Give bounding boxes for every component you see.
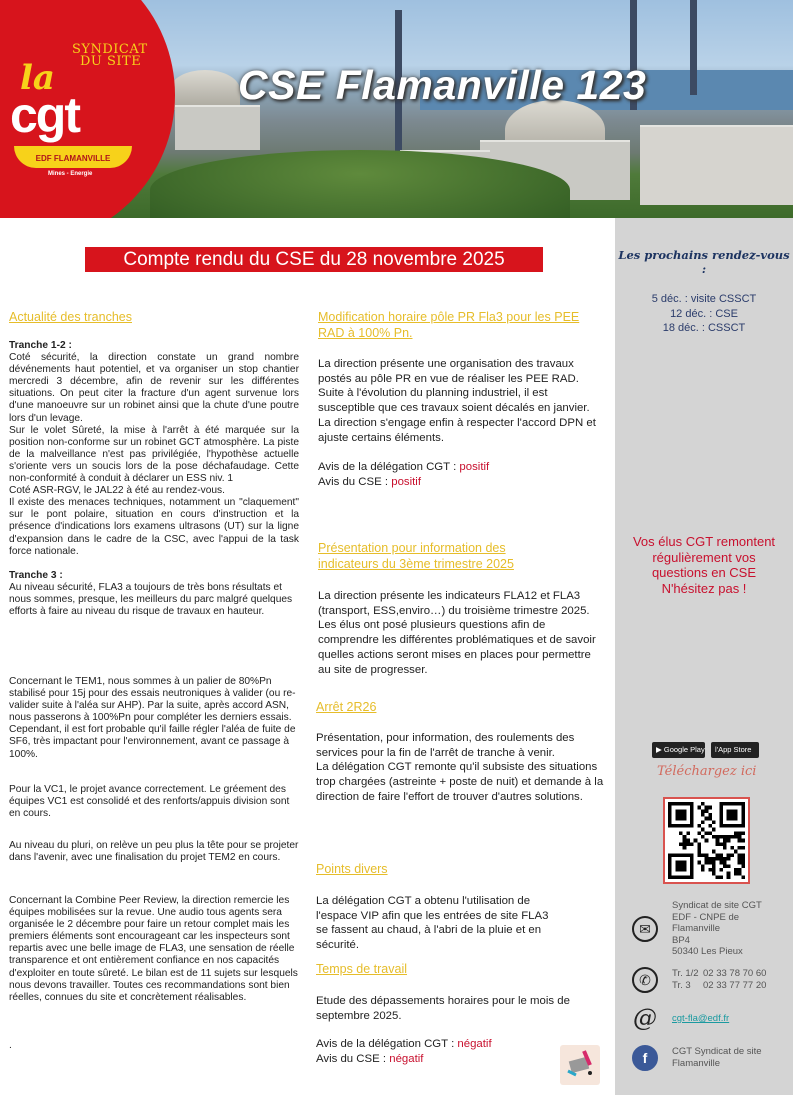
phone-row: Tr. 3 02 33 77 77 20 [672,979,767,991]
elus-line: régulièrement vos [652,549,756,565]
app-store-button[interactable]: l'App Store [711,742,759,758]
stray-dot: . [9,1040,12,1051]
mail-icon: ✉ [632,916,658,942]
section-pole-pr [318,309,603,490]
section-body: La direction présente les indicateurs FLA12 et FLA3 (transport, ESS,enviro…) du troisième trimestre 2025. Les élus ont posé plusieurs questions afin de comprendre les différentes problématiques et de savoir quelles actions seront mises en places pour permettre au site de progresser. [318,590,596,676]
section-heading: Présentation pour information des indicateurs du 3ème trimestre 2025 [318,541,514,571]
section-heading: Points divers [316,862,388,876]
address-line: 50340 Les Pieux [672,946,743,957]
section-body: Suite à l'évolution du planning industriel, il est susceptible que ces travaux soient décalés en janvier. [318,387,590,415]
rdv-item: 5 déc. : visite CSSCT [651,293,757,305]
section-heading: Temps de travail [316,962,408,976]
rdv-title: Les prochains rendez-vous : [618,248,790,276]
elus-line: questions en CSE [651,565,757,580]
google-play-button[interactable]: ▶ Google Play [652,742,705,758]
section-body: La délégation CGT a obtenu l'utilisation de l'espace VIP afin que les entrées de site FLA3 se fassent au chaud, à l'abri de la pluie et en sécurité. [316,895,549,952]
tranche12-asr: Coté ASR-RGV, le JAL22 à été au rendez-vous. [9,485,225,497]
facebook-line: Flamanville [672,1057,721,1069]
tranche3-label: Tranche 3 : [9,569,63,581]
rdv-item: 18 déc. : CSSCT [662,322,746,334]
avis-cse: Avis du CSE : négatif [316,1053,424,1066]
avis-cse: Avis du CSE : positif [318,475,421,488]
left-column [9,309,299,618]
qr-code[interactable] [663,797,750,884]
sticker-illustration [560,1045,600,1085]
phone-row: Tr. 1/2 02 33 78 70 60 [672,968,767,979]
sidebar [615,218,793,1095]
report-banner: Compte rendu du CSE du 28 novembre 2025 [85,247,543,272]
address-line: Syndicat de site CGT [672,900,762,911]
logo-boat: EDF FLAMANVILLE [14,146,132,168]
building [640,125,793,205]
elus-message [615,534,793,596]
avis-value: négatif [389,1053,424,1066]
section-body: Etude des dépassements horaires pour le mois de septembre 2025. [316,995,570,1022]
pluri-paragraph: Au niveau du pluri, on relève un peu plus la tête pour se projeter dans l'avenir, avec une finalisation du projet TEM2 en cours. [9,840,299,864]
tranche12-body: Coté sécurité, la direction constate un grand nombre dévénements haut potentiel, et va organiser un stop chantier mercredi 3 décembre, afin de revenir sur les différentes situations. On peut citer la fracture d'un agent survenue lors d'une manoeuvre sur un robinet ainsi que la chute d'une poutre lors d'un levage. [9,352,299,424]
section-points-divers [316,861,551,953]
logo-cgt: cgt [10,87,79,143]
elus-line: N'hésitez pas ! [661,580,747,596]
combine-paragraph: Concernant la Combine Peer Review, la direction remercie les équipes mobilisées sur la revue. Une audio tous agents sera organisée le 2 décembre pour faire un retour complet mais les premiers éléments sont encourageant car les inspecteurs sont repartis avec une belle image de FLA3, une sensation de réelle transparence et ont entièrement confiance en nos capacités d'exploiter en toute sûreté. Le bilan est de 11 sujets sur lesquels nous devons travailler. Toutes ces recommandations sont bien réelles, connues du site et concrètement réalisables. [9,895,298,1003]
phone-numbers [672,968,766,991]
postal-address [672,900,762,958]
tranche12-menaces: Il existe des menaces techniques, notamment un "claquement" sur le pont polaire, situation en cours d'instruction et la présence d'indications lors examens ultrasons (UT) sur la ligne d'expansion dans le cadre de la CSC, avec l'appui de la task force nationale. [9,497,299,557]
avis-cgt: Avis de la délégation CGT : positif [318,461,490,474]
download-label: Téléchargez ici [657,764,757,779]
avis-value: négatif [457,1038,492,1051]
section-body: La direction s'engage enfin à respecter l'accord DPN et ajuste certains éléments. [318,416,596,444]
section-body: La délégation CGT remonte qu'il subsiste des situations trop chargées (astreinte + poste de nuit) et demande à la direction de faire l'effort de trouver d'autres solutions. [316,761,604,803]
tem1-paragraph: Concernant le TEM1, nous sommes à un palier de 80%Pn stabilisé pour 15j pour des essais neutroniques à valider (ou re-valider suite à l'aléa sur AHP). Par la suite, après accord ASN, nous passerons à 100%Pn pour compléter les derniers essais. Cependant, il est fort probable qu'il faille régler l'aléa de fuite de SF6, très impactant pour l'environnement, avant ce passage à 100%. [9,676,296,760]
avis-value: positif [391,475,421,488]
logo-la: la [20,58,55,98]
tranche12-surete: Sur le volet Sûreté, la mise à l'arrêt à été marquée sur la position non-conforme sur un robinet GCT atmosphère. La piste de la malveillance n'est pas privilégiée, l'hypothèse actuelle s'oriente vers un soucis lors de la pose déchafaudage. Cette non-conformité à conduit à déclarer un ESS niv. 1 [9,424,299,485]
logo-syndicat: SYNDICAT DU SITE [72,42,148,69]
rdv-list [615,292,793,336]
facebook-page[interactable] [672,1046,762,1069]
header-banner [0,0,793,218]
chimney [690,0,697,95]
vc1-paragraph: Pour la VC1, le projet avance correctement. Le gréement des équipes VC1 est consolidé et des renforts/appuis division sont en cours. [9,784,290,820]
address-line: Flamanville [672,923,721,934]
rdv-item: 12 déc. : CSE [670,307,738,320]
avis-cgt: Avis de la délégation CGT : négatif [316,1038,492,1051]
avis-value: positif [459,461,490,474]
section-body: Présentation, pour information, des roulements des services pour la fin de l'arrêt de tranche à venir. [316,732,575,759]
section-arret [316,699,604,805]
section-heading: Actualité des tranches [9,310,132,324]
building [175,105,260,150]
logo-tagline: Mines - Energie [48,171,93,177]
section-heading: Modification horaire pôle PR Fla3 pour les PEE RAD à 100% Pn. [318,310,580,340]
elus-line: Vos élus CGT remontent [632,534,776,549]
reactor-dome [170,70,240,110]
facebook-icon[interactable]: f [632,1045,658,1071]
section-indicateurs [318,540,603,677]
cgt-logo [0,0,180,200]
tranche12-label: Tranche 1-2 : [9,340,72,351]
phone-icon: ✆ [632,967,658,993]
section-heading: Arrêt 2R26 [316,700,377,714]
at-icon: @ [633,1004,657,1032]
facebook-line: CGT Syndicat de site [672,1046,762,1057]
section-body: La direction présente une organisation des travaux postés au pôle PR en vue de réaliser les PEE RAD. [318,358,579,385]
address-line: BP4 [672,934,690,946]
email-link[interactable]: cgt-fla@edf.fr [672,1013,730,1024]
tranche3-body: Au niveau sécurité, FLA3 a toujours de très bons résultats et nous sommes, presque, les meilleurs du parc malgré quelques efforts à faire au niveau du risque de travaux en hauteur. [9,581,293,617]
address-line: EDF - CNPE de [672,911,740,923]
page-title: CSE Flamanville 123 [238,62,647,108]
